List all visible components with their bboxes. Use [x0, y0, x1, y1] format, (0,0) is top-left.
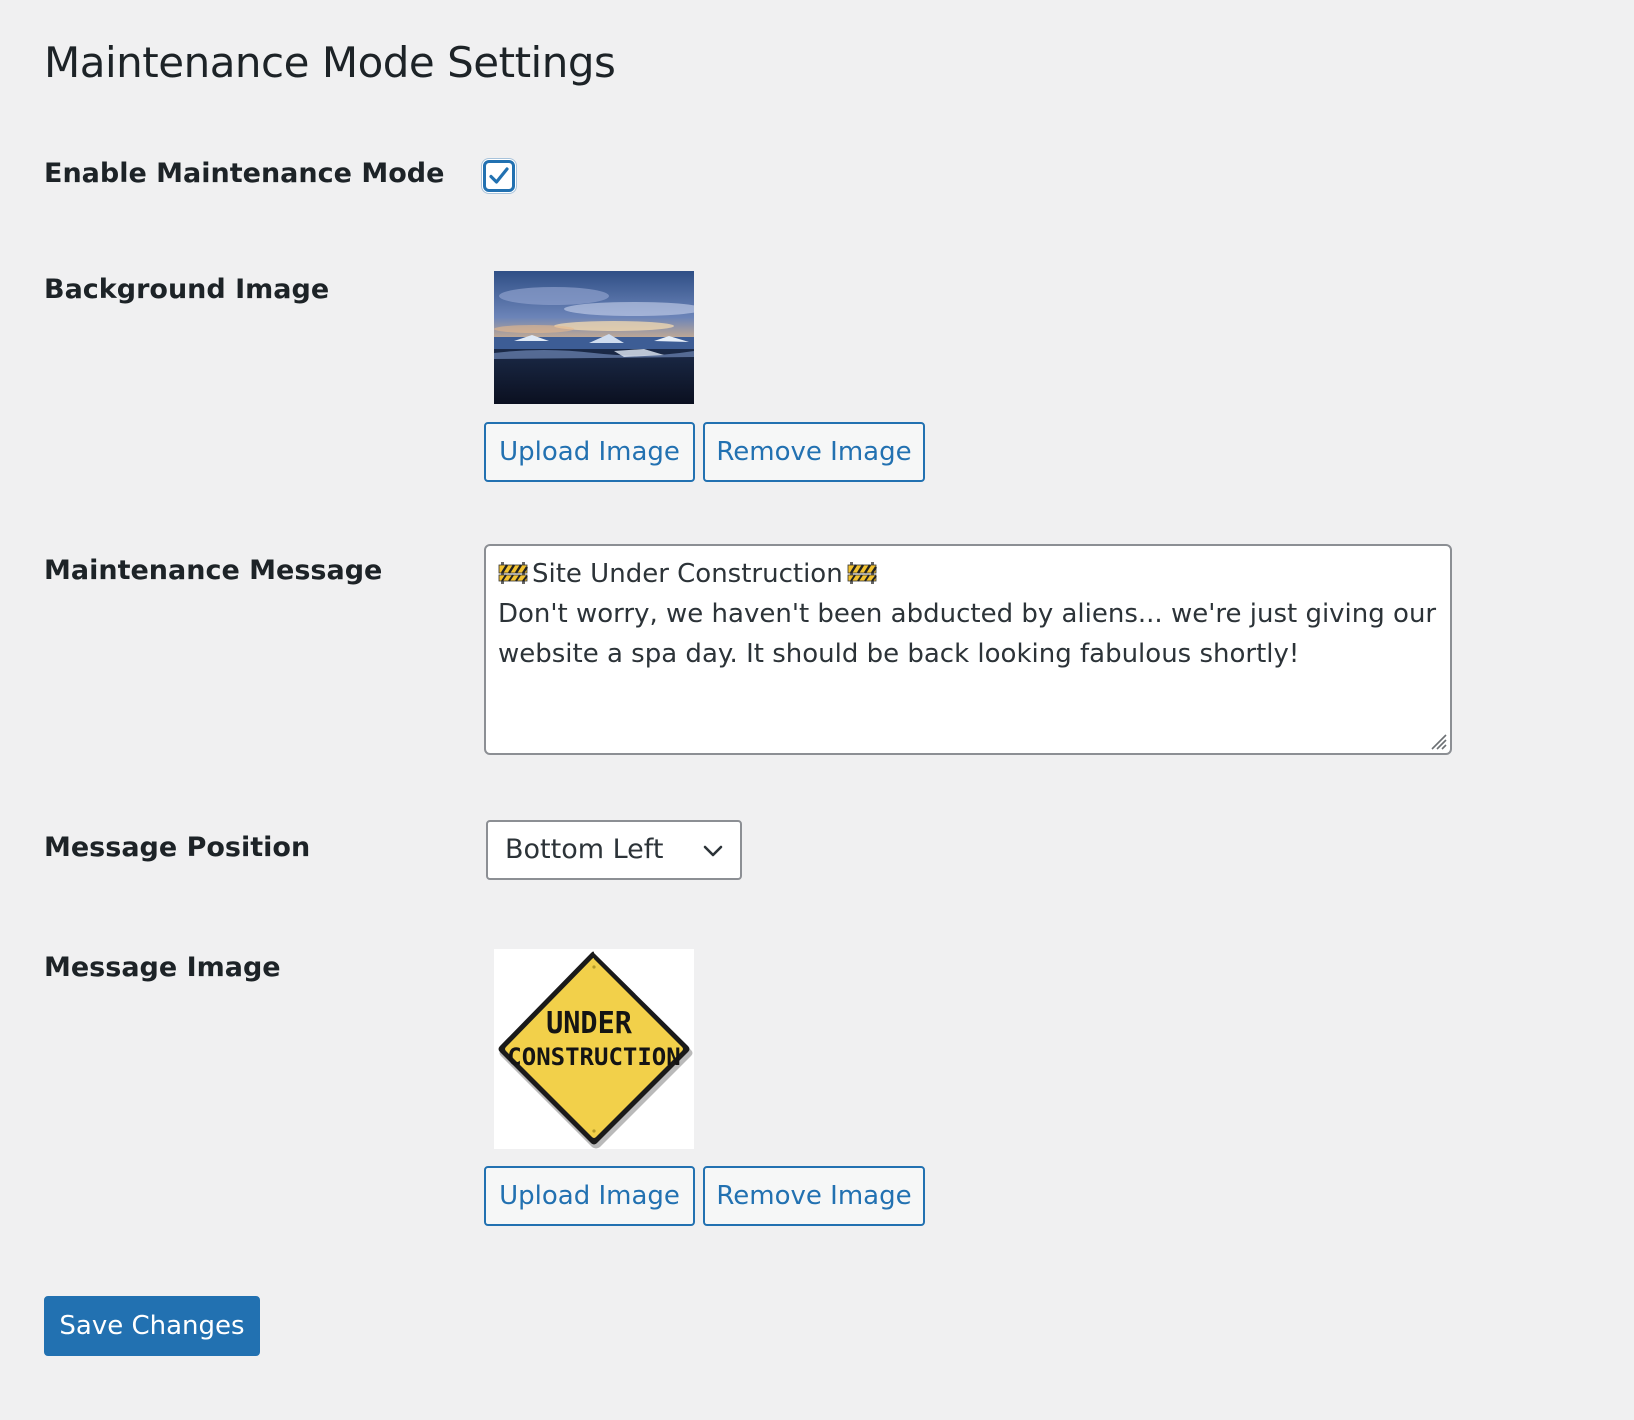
- under-construction-sign-icon: [494, 949, 694, 1149]
- background-image-label: Background Image: [44, 274, 330, 305]
- message-position-label: Message Position: [44, 832, 311, 863]
- landscape-photo: [494, 271, 694, 404]
- remove-message-image-button[interactable]: Remove Image: [703, 1166, 925, 1226]
- page-title: Maintenance Mode Settings: [44, 38, 616, 87]
- resize-handle-icon[interactable]: [1426, 729, 1448, 751]
- upload-message-image-button[interactable]: Upload Image: [484, 1166, 695, 1226]
- upload-background-image-button[interactable]: Upload Image: [484, 422, 695, 482]
- checkmark-icon: [487, 164, 511, 188]
- sign-line-1: UNDER: [546, 1005, 632, 1041]
- enable-maintenance-label: Enable Maintenance Mode: [44, 158, 445, 189]
- maintenance-message-textarea[interactable]: [484, 544, 1452, 755]
- message-position-selected-value: Bottom Left: [505, 834, 664, 865]
- enable-maintenance-checkbox[interactable]: [483, 160, 515, 192]
- message-line-2: Don't worry, we haven't been abducted by aliens... we're just giving our website a spa day. It should be back looking fabulous shortly!: [498, 599, 1437, 669]
- remove-background-image-button[interactable]: Remove Image: [703, 422, 925, 482]
- message-position-select[interactable]: [486, 820, 742, 880]
- message-line-1-text: Site Under Construction: [532, 559, 843, 589]
- message-image-thumbnail: [494, 949, 694, 1149]
- save-changes-button[interactable]: Save Changes: [44, 1296, 260, 1356]
- chevron-down-icon: [702, 840, 724, 862]
- message-line-1: [498, 554, 1438, 594]
- sign-line-2: CONSTRUCTION: [507, 1043, 681, 1071]
- message-image-label: Message Image: [44, 952, 281, 983]
- maintenance-message-label: Maintenance Message: [44, 555, 383, 586]
- construction-barrier-icon: [847, 560, 877, 584]
- construction-barrier-icon: [498, 560, 528, 584]
- background-image-thumbnail: [494, 271, 694, 404]
